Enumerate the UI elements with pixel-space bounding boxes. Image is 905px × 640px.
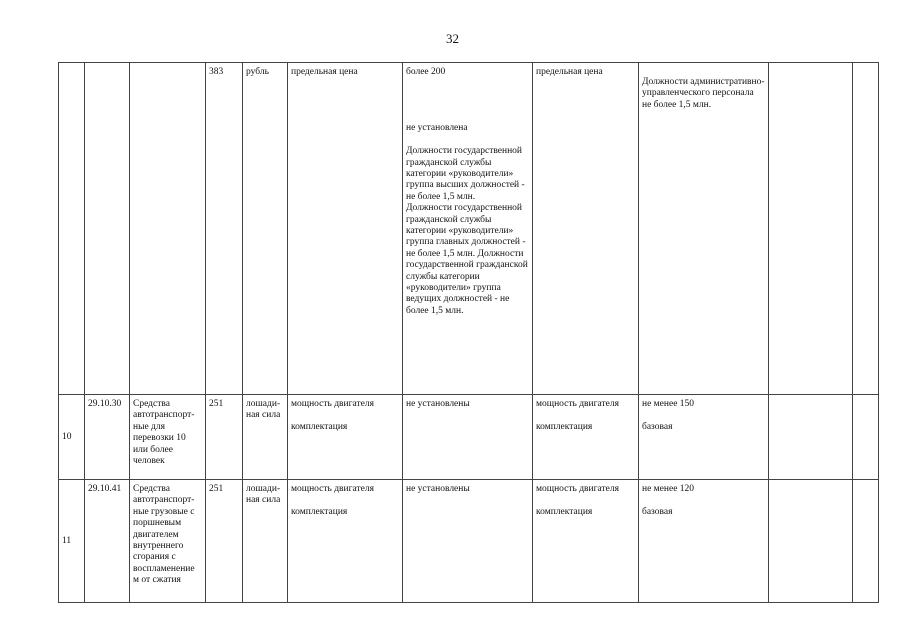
characteristic	[288, 480, 403, 603]
value-line: не менее 150	[642, 399, 695, 409]
characteristic	[288, 63, 403, 395]
characteristic-value	[403, 480, 533, 603]
unit-name: лошади-ная сила	[243, 480, 288, 603]
value-line: не установлены	[406, 484, 470, 494]
okpd-code: 29.10.41	[85, 480, 130, 603]
characteristic-value-2	[639, 395, 769, 480]
row-number: 10	[59, 395, 85, 480]
requirements-table	[58, 62, 879, 603]
extra-cell	[853, 395, 879, 480]
extra-cell	[769, 480, 853, 603]
characteristic-line: комплектация	[536, 421, 593, 432]
unit-code: 383	[206, 63, 243, 395]
item-name: Средства автотранспорт-ные для перевозки 10 или более человек	[130, 395, 206, 480]
unit-name: лошади-ная сила	[243, 395, 288, 480]
extra-cell	[769, 395, 853, 480]
value-line: базовая	[642, 506, 673, 517]
value-line: не установлены	[406, 399, 470, 409]
characteristic-line: комплектация	[291, 421, 348, 432]
item-name: Средства автотранспорт-ные грузовые с поршневым двигателем внутреннего сгорания с воспламенение м от сжатия	[130, 480, 206, 603]
characteristic-line: предельная цена	[291, 67, 358, 77]
characteristic-line: комплектация	[536, 506, 593, 517]
value-line: Должности административно-управленческого персонала не более 1,5 млн.	[642, 77, 765, 110]
value-line: не установлена	[406, 123, 468, 134]
unit-code: 251	[206, 395, 243, 480]
value-line: Должности государственной гражданской службы категории «руководители» группа главных должностей - не более 1,5 млн. Должности государственной гражданской службы категории «руководители» группа ведущих должностей - не более 1,5 млн.	[406, 203, 528, 316]
row-number	[59, 63, 85, 395]
characteristic-line: мощность двигателя	[291, 484, 374, 494]
value-line: Должности государственной гражданской службы категории «руководители» группа высших должностей - не более 1,5 млн.	[406, 146, 525, 202]
okpd-code	[85, 63, 130, 395]
value-line: базовая	[642, 421, 673, 432]
extra-cell	[853, 480, 879, 603]
table-row	[59, 480, 879, 603]
characteristic-value-2	[639, 63, 769, 395]
table-row	[59, 395, 879, 480]
okpd-code: 29.10.30	[85, 395, 130, 480]
item-name	[130, 63, 206, 395]
characteristic-2	[533, 395, 639, 480]
table-row	[59, 63, 879, 395]
characteristic-line: мощность двигателя	[536, 484, 619, 494]
unit-name: рубль	[243, 63, 288, 395]
value-line: более 200	[406, 67, 446, 77]
unit-code: 251	[206, 480, 243, 603]
characteristic-value-2	[639, 480, 769, 603]
characteristic-2	[533, 63, 639, 395]
characteristic-line: комплектация	[291, 506, 348, 517]
characteristic-value	[403, 63, 533, 395]
value-line: не менее 120	[642, 484, 695, 494]
characteristic-line: мощность двигателя	[536, 399, 619, 409]
extra-cell	[853, 63, 879, 395]
characteristic-value	[403, 395, 533, 480]
row-number: 11	[59, 480, 85, 603]
extra-cell	[769, 63, 853, 395]
characteristic-2	[533, 480, 639, 603]
characteristic-line: мощность двигателя	[291, 399, 374, 409]
characteristic	[288, 395, 403, 480]
page-number: 32	[446, 31, 459, 46]
characteristic-line: предельная цена	[536, 67, 603, 77]
